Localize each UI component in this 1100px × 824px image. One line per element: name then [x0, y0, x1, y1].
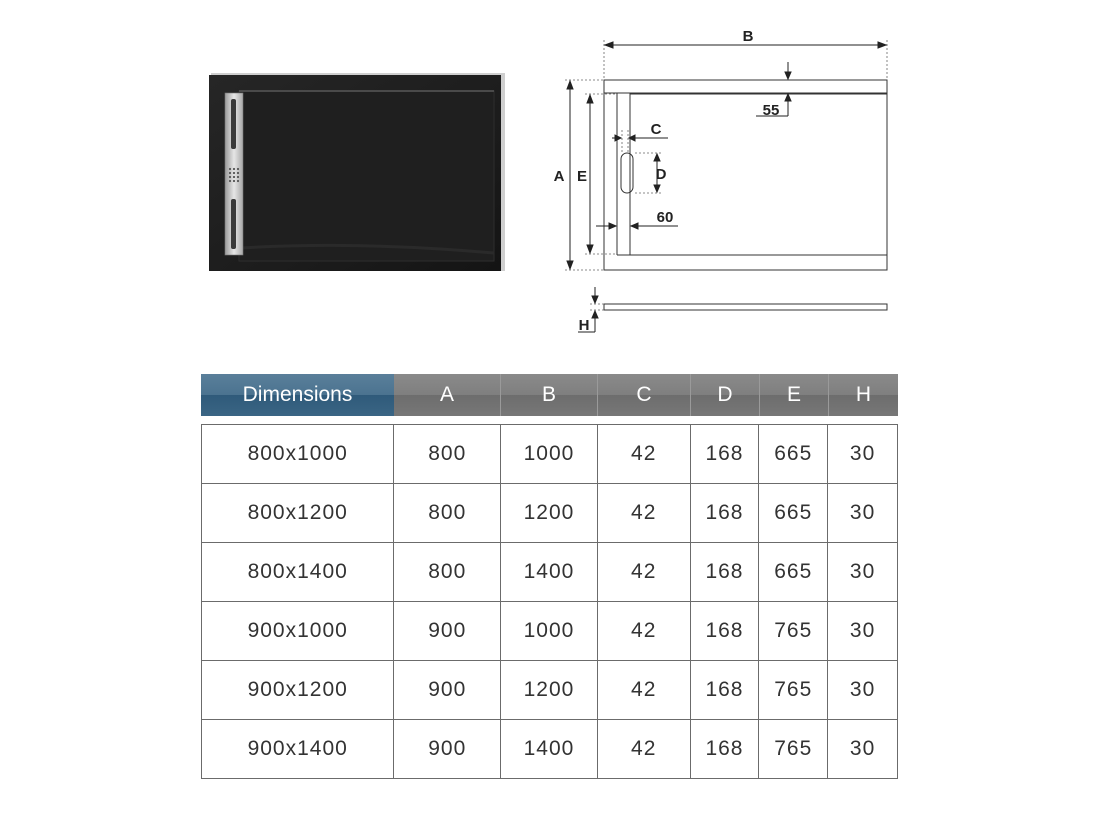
- cell-d: 168: [691, 543, 760, 601]
- cell-a: 800: [394, 484, 501, 542]
- cell-dimensions: 800x1000: [202, 425, 394, 483]
- label-55: 55: [762, 102, 780, 119]
- cell-h: 30: [849, 737, 876, 760]
- cell-c: 42: [598, 602, 691, 660]
- cell-d: 168: [691, 602, 760, 660]
- cell-h: 30: [849, 619, 876, 642]
- header-d: D: [691, 374, 760, 416]
- cell-a: 800: [394, 425, 501, 483]
- cell-b: 1400: [501, 720, 598, 778]
- cell-dimensions: 900x1200: [202, 661, 394, 719]
- cell-d: 168: [691, 661, 760, 719]
- header-dimensions: Dimensions: [201, 374, 394, 416]
- cell-d: 168: [691, 720, 760, 778]
- cell-b: 1000: [501, 602, 598, 660]
- label-c: C: [650, 121, 662, 138]
- cell-h: 30: [849, 501, 876, 524]
- cell-e: 765: [759, 661, 828, 719]
- label-a: A: [553, 168, 565, 185]
- table-row: [202, 602, 897, 661]
- label-60: 60: [656, 209, 674, 226]
- header-e: E: [760, 374, 829, 416]
- table-body: [201, 424, 898, 779]
- cell-a: 900: [394, 602, 501, 660]
- dimensions-table: [201, 374, 898, 779]
- cell-c: 42: [598, 484, 691, 542]
- cell-h: 30: [849, 678, 876, 701]
- technical-drawing: [540, 18, 910, 343]
- cell-c: 42: [598, 543, 691, 601]
- header-b: B: [501, 374, 598, 416]
- profile-view: [604, 304, 887, 310]
- table-row: [202, 425, 897, 484]
- table-row: [202, 543, 897, 602]
- cell-a: 800: [394, 543, 501, 601]
- cell-c: 42: [598, 425, 691, 483]
- drain-slot: [621, 153, 633, 193]
- label-b: B: [742, 28, 754, 45]
- cell-d: 168: [691, 484, 760, 542]
- cell-b: 1200: [501, 661, 598, 719]
- cell-e: 665: [759, 484, 828, 542]
- cell-b: 1400: [501, 543, 598, 601]
- table-row: [202, 661, 897, 720]
- header-h: H: [829, 374, 898, 416]
- shower-tray-image: [209, 73, 505, 271]
- table-header: [201, 374, 898, 416]
- label-h: H: [578, 317, 590, 334]
- label-d: D: [655, 166, 667, 183]
- dimension-diagram: [540, 18, 910, 343]
- cell-d: 168: [691, 425, 760, 483]
- cell-a: 900: [394, 661, 501, 719]
- table-row: [202, 484, 897, 543]
- cell-a: 900: [394, 720, 501, 778]
- cell-dimensions: 800x1200: [202, 484, 394, 542]
- table-row: [202, 720, 897, 779]
- cell-c: 42: [598, 661, 691, 719]
- header-a: A: [394, 374, 501, 416]
- cell-dimensions: 800x1400: [202, 543, 394, 601]
- cell-e: 765: [759, 720, 828, 778]
- cell-b: 1000: [501, 425, 598, 483]
- shower-tray-photo: [209, 73, 505, 271]
- cell-h: 30: [849, 560, 876, 583]
- cell-h: 30: [849, 442, 876, 465]
- cell-b: 1200: [501, 484, 598, 542]
- label-e: E: [576, 168, 588, 185]
- cell-c: 42: [598, 720, 691, 778]
- cell-e: 665: [759, 425, 828, 483]
- cell-dimensions: 900x1400: [202, 720, 394, 778]
- header-c: C: [598, 374, 691, 416]
- cell-e: 765: [759, 602, 828, 660]
- cell-dimensions: 900x1000: [202, 602, 394, 660]
- cell-e: 665: [759, 543, 828, 601]
- tray-outline: [604, 80, 887, 270]
